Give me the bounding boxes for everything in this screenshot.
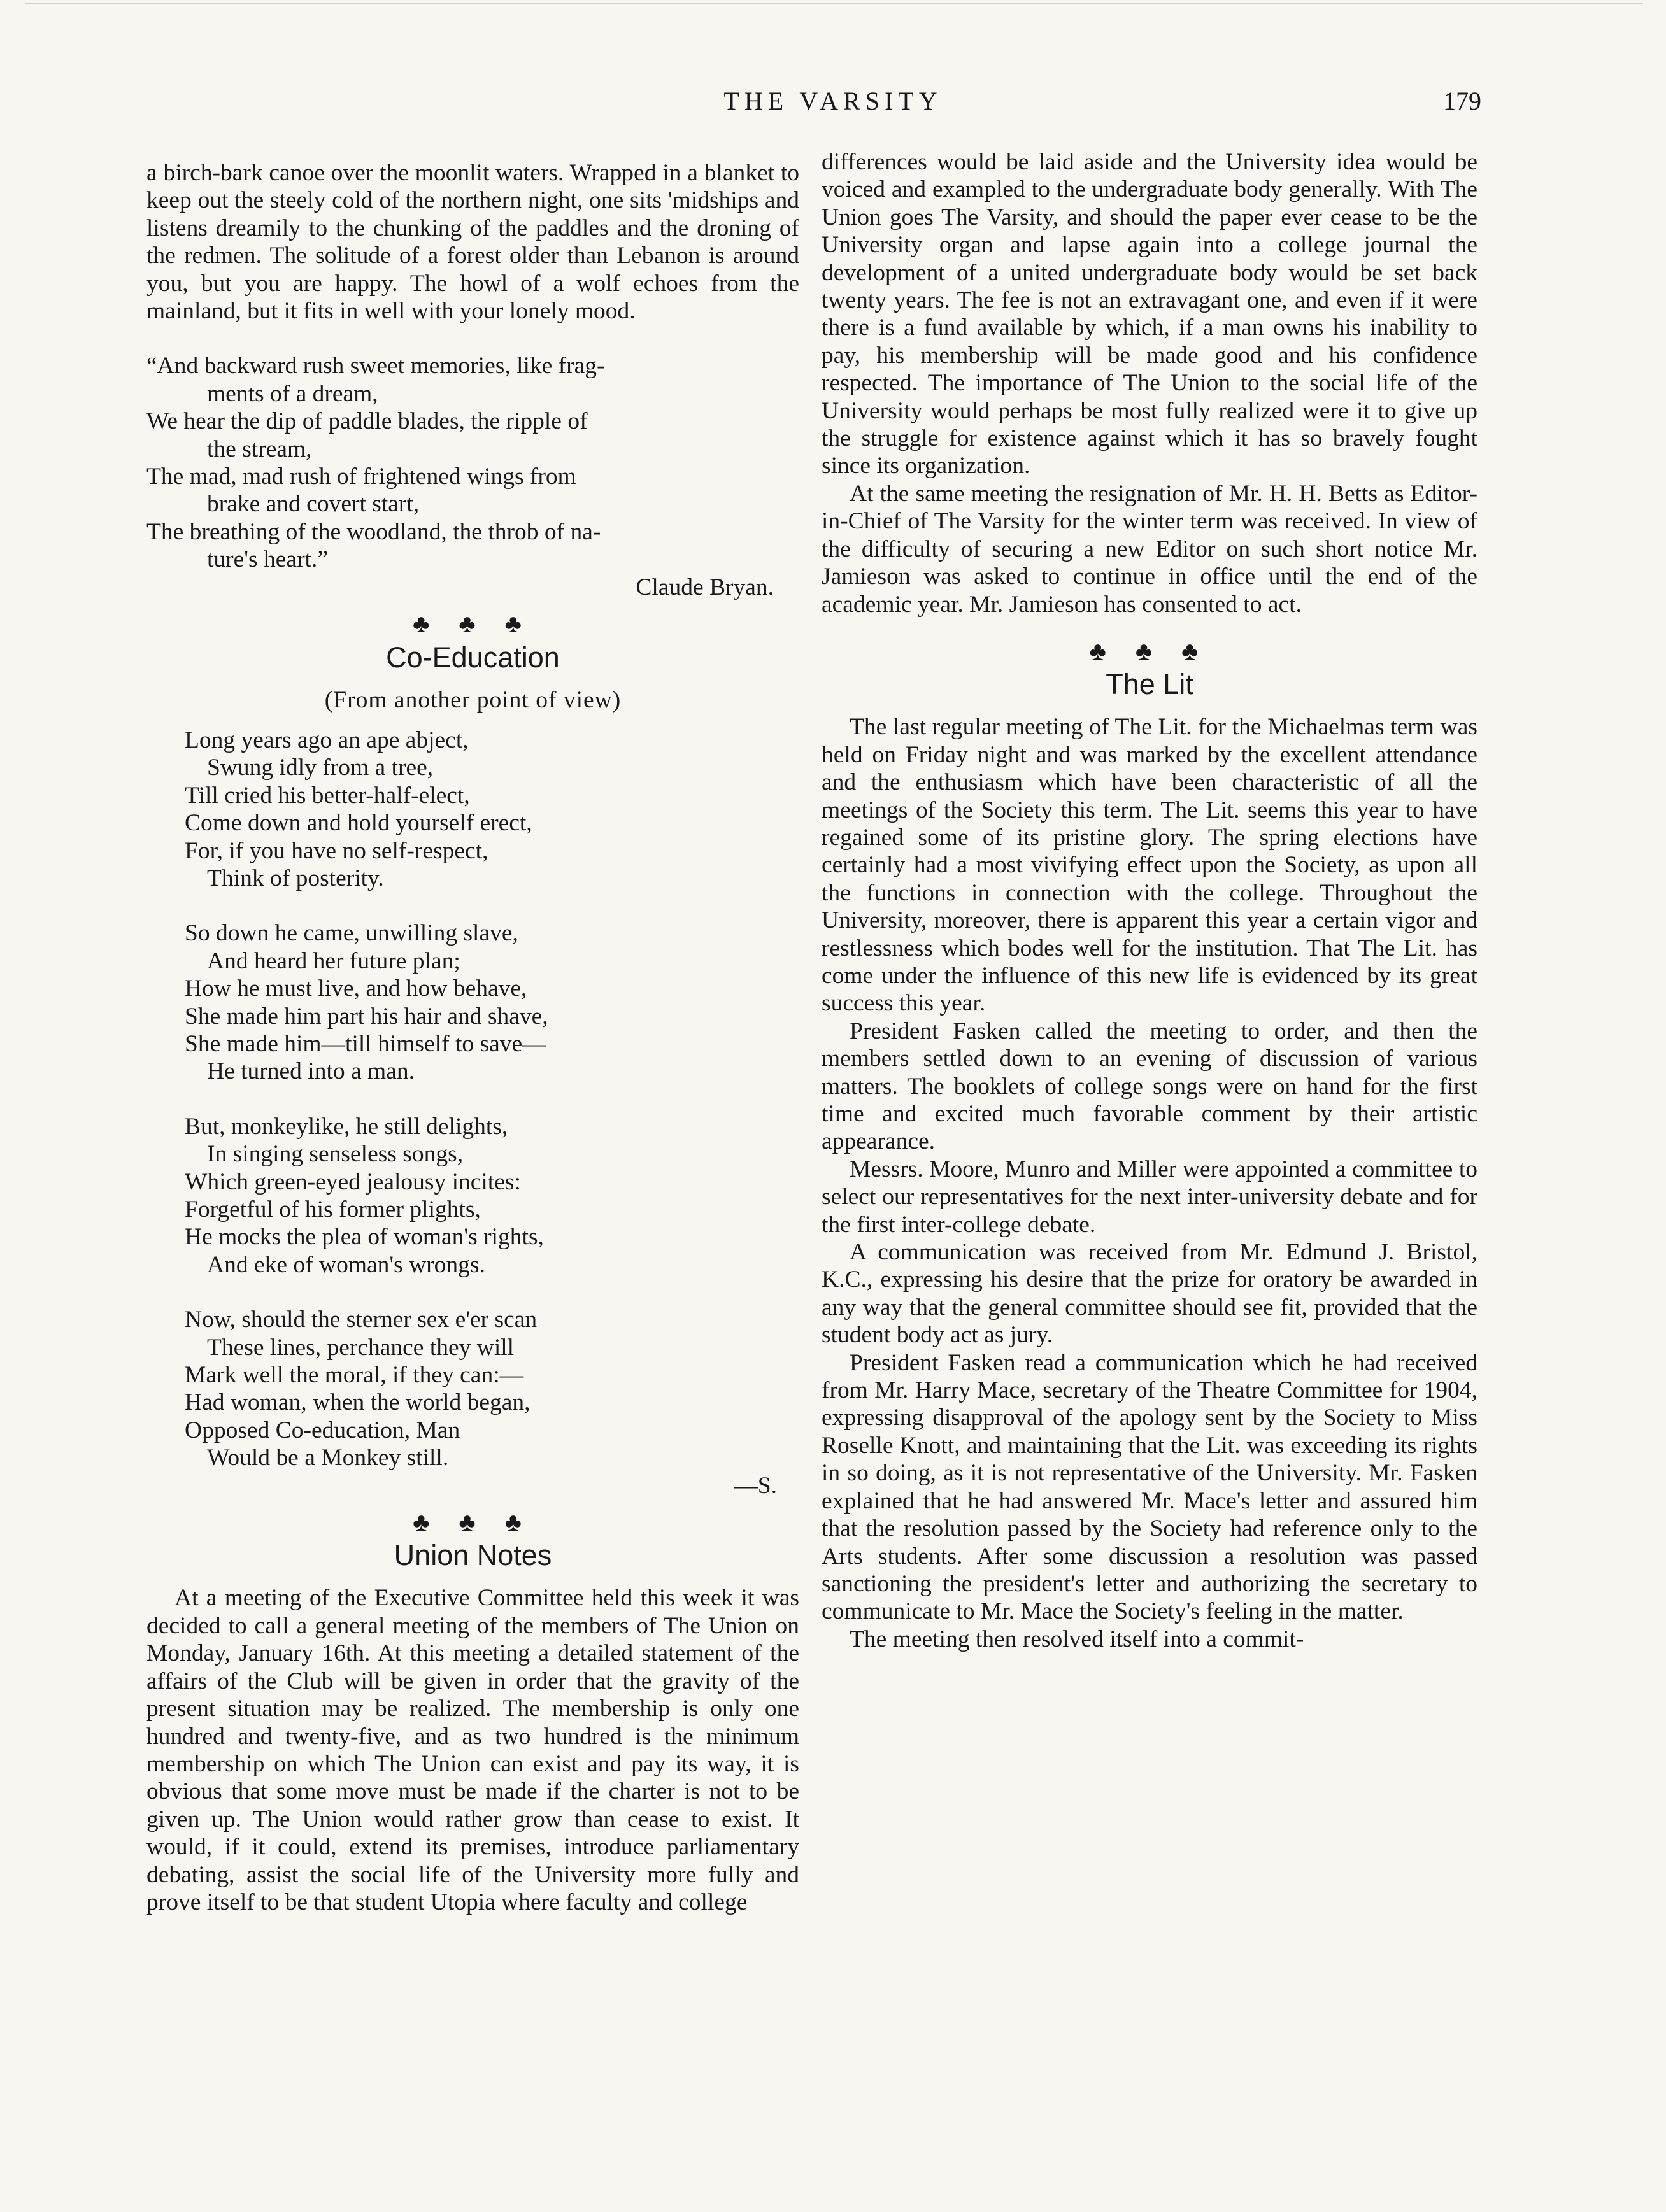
- section-heading-union-notes: Union Notes: [394, 1539, 552, 1572]
- poem-line: He turned into a man.: [207, 1058, 415, 1085]
- poem-stanza: [146, 727, 799, 892]
- verse-author: Claude Bryan.: [636, 574, 774, 600]
- poem-line: For, if you have no self-respect,: [185, 837, 488, 864]
- poem-stanza: [146, 919, 799, 1085]
- poem-line: In singing senseless songs,: [207, 1141, 464, 1168]
- union-notes-paragraph: At a meeting of the Executive Committee held this week it was decided to call a general meeting of the members of The Union on Monday, January 16th. At this meeting a detailed statement of the affairs of the Club will be given in order that the gravity of the present situation may be realized. The membership is only one hundred and twenty-five, and as two hundred is the minimum membership on which The Union can exist and pay its way, it is obvious that some move must be made if the charter is not to be given up. The Union would rather grow than cease to exist. It would, if it could, extend its premises, introduce parliamentary debating, assist the social life of the University more fully and prove itself to be that student Utopia where faculty and college: [146, 1585, 799, 1915]
- spacer: [146, 1279, 799, 1306]
- section-heading-the-lit: The Lit: [1106, 668, 1193, 701]
- poem-line: Which green-eyed jealousy incites:: [185, 1168, 521, 1195]
- poem-line: Till cried his better-half-elect,: [185, 782, 470, 809]
- poem-line: And eke of woman's wrongs.: [207, 1251, 485, 1278]
- poem-line: So down he came, unwilling slave,: [185, 920, 518, 947]
- section-heading-co-education: Co-Education: [386, 641, 560, 674]
- poem-line: She made him—till himself to save—: [185, 1030, 546, 1057]
- page-number: 179: [1443, 87, 1481, 115]
- poem-line: He mocks the plea of woman's rights,: [185, 1224, 544, 1251]
- section-subtitle: (From another point of view): [324, 686, 622, 713]
- page-header-title: THE VARSITY: [723, 87, 943, 115]
- poem-line: And heard her future plan;: [207, 947, 460, 974]
- lit-paragraph: The last regular meeting of The Lit. for the Michaelmas term was held on Friday night and was marked by the excellent attendance and the enthusiasm which have been characteristic of all the meetings of the Society this term. The Lit. seems this year to have regained some of its pristine glory. The spring elections have certainly had a most vivifying effect upon the Society, as upon all the functions in connection with the college. Throughout the University, moreover, there is apparent this year a certain vigor and restlessness which bodes well for the institution. That The Lit. has come under the influence of this new life is evidenced by its great success this year.: [822, 714, 1477, 1017]
- spacer: [146, 1086, 799, 1113]
- spacer: [146, 325, 799, 352]
- poem-line: These lines, perchance they will: [207, 1334, 515, 1361]
- poem-line: Had woman, when the world began,: [185, 1389, 530, 1416]
- section-ornament: ♣ ♣ ♣: [413, 609, 533, 639]
- poem-line: But, monkeylike, he still delights,: [185, 1113, 508, 1140]
- lit-paragraph: President Fasken called the meeting to order, and then the members settled down to an evening of discussion of various matters. The booklets of college songs were on hand for the first time and excited much favorable comment by their artistic appearance.: [822, 1017, 1477, 1155]
- poem-line: How he must live, and how behave,: [185, 975, 527, 1002]
- verse-line: the stream,: [207, 436, 312, 462]
- poem-line: Opposed Co-education, Man: [185, 1417, 460, 1443]
- lit-paragraph: A communication was received from Mr. Edmund J. Bristol, K.C., expressing his desire that the prize for oratory be awarded in any way that the general committee should see fit, provided that the student body act as jury.: [822, 1239, 1477, 1349]
- poem-line: Swung idly from a tree,: [207, 755, 434, 781]
- poem-line: Mark well the moral, if they can:—: [185, 1362, 524, 1389]
- right-column: [822, 148, 1477, 1653]
- left-column: [146, 159, 799, 1916]
- poem-stanza: [146, 1306, 799, 1471]
- verse-line: We hear the dip of paddle blades, the ripple of: [146, 408, 588, 435]
- poem-stanza: [146, 1113, 799, 1279]
- poem-line: Now, should the sterner sex e'er scan: [185, 1307, 538, 1333]
- intro-paragraph: a birch-bark canoe over the moonlit waters. Wrapped in a blanket to keep out the steely cold of the northern night, one sits 'midships and listens dreamily to the chunking of the paddles and the droning of the redmen. The solitude of a forest older than Lebanon is around you, but you are happy. The howl of a wolf echoes from the mainland, but it fits in well with your lonely mood.: [146, 160, 799, 325]
- poem-line: Long years ago an ape abject,: [185, 727, 469, 753]
- top-rule: [25, 3, 1643, 4]
- poem-line: She made him part his hair and shave,: [185, 1003, 548, 1030]
- poem-line: Come down and hold yourself erect,: [185, 810, 532, 837]
- poem-line: Would be a Monkey still.: [207, 1445, 449, 1471]
- verse-line: The breathing of the woodland, the throb of na-: [146, 518, 601, 545]
- lit-paragraph: President Fasken read a communication which he had received from Mr. Harry Mace, secretary of the Theatre Committee for 1904, expressing disapproval of the apology sent by the Society to Miss Roselle Knott, and maintaining that the Lit. was exceeding its rights in so doing, as it is not representative of the University. Mr. Fasken explained that he had answered Mr. Mace's letter and assured him that the resolution passed by the Society had reference only to the Arts students. After some discussion a resolution was passed sanctioning the president's letter and authorizing the secretary to communicate to Mr. Mace the Society's feeling in the matter.: [822, 1349, 1477, 1625]
- poem-line: Think of posterity.: [207, 865, 384, 891]
- poem-signature: —S.: [734, 1472, 777, 1499]
- verse-line: The mad, mad rush of frightened wings from: [146, 464, 576, 490]
- poem-line: Forgetful of his former plights,: [185, 1196, 481, 1223]
- verse-line: “And backward rush sweet memories, like frag-: [146, 353, 605, 379]
- section-ornament: ♣ ♣ ♣: [413, 1508, 533, 1537]
- lit-paragraph: Messrs. Moore, Munro and Miller were appointed a committee to select our representatives for the next inter-university debate and for the first inter-college debate.: [822, 1156, 1477, 1238]
- union-notes-continued: differences would be laid aside and the University idea would be voiced and exampled to the undergraduate body generally. With The Union goes The Varsity, and should the paper ever cease to be the University organ and lapse again into a college journal the development of a united undergraduate body would be set back twenty years. The fee is not an extravagant one, and even if it were there is a fund available by which, if a man owns his inability to pay, his membership will be made good and his confidence respected. The importance of The Union to the social life of the University would perhaps be most fully realized were it to give up the struggle for existence against which it has so bravely fought since its organization.: [822, 149, 1477, 479]
- lit-paragraph: The meeting then resolved itself into a commit-: [850, 1626, 1304, 1652]
- verse-line: ments of a dream,: [207, 380, 378, 407]
- verse-line: brake and covert start,: [207, 491, 420, 518]
- verse-block: [146, 352, 799, 601]
- union-notes-paragraph-2: At the same meeting the resignation of Mr. H. H. Betts as Editor-in-Chief of The Varsity for the winter term was received. In view of the difficulty of securing a new Editor on such short notice Mr. Jamieson was asked to continue in office until the end of the academic year. Mr. Jamieson has consented to act.: [822, 480, 1477, 618]
- verse-line: ture's heart.”: [207, 546, 328, 573]
- section-ornament: ♣ ♣ ♣: [1089, 636, 1210, 665]
- spacer: [146, 892, 799, 919]
